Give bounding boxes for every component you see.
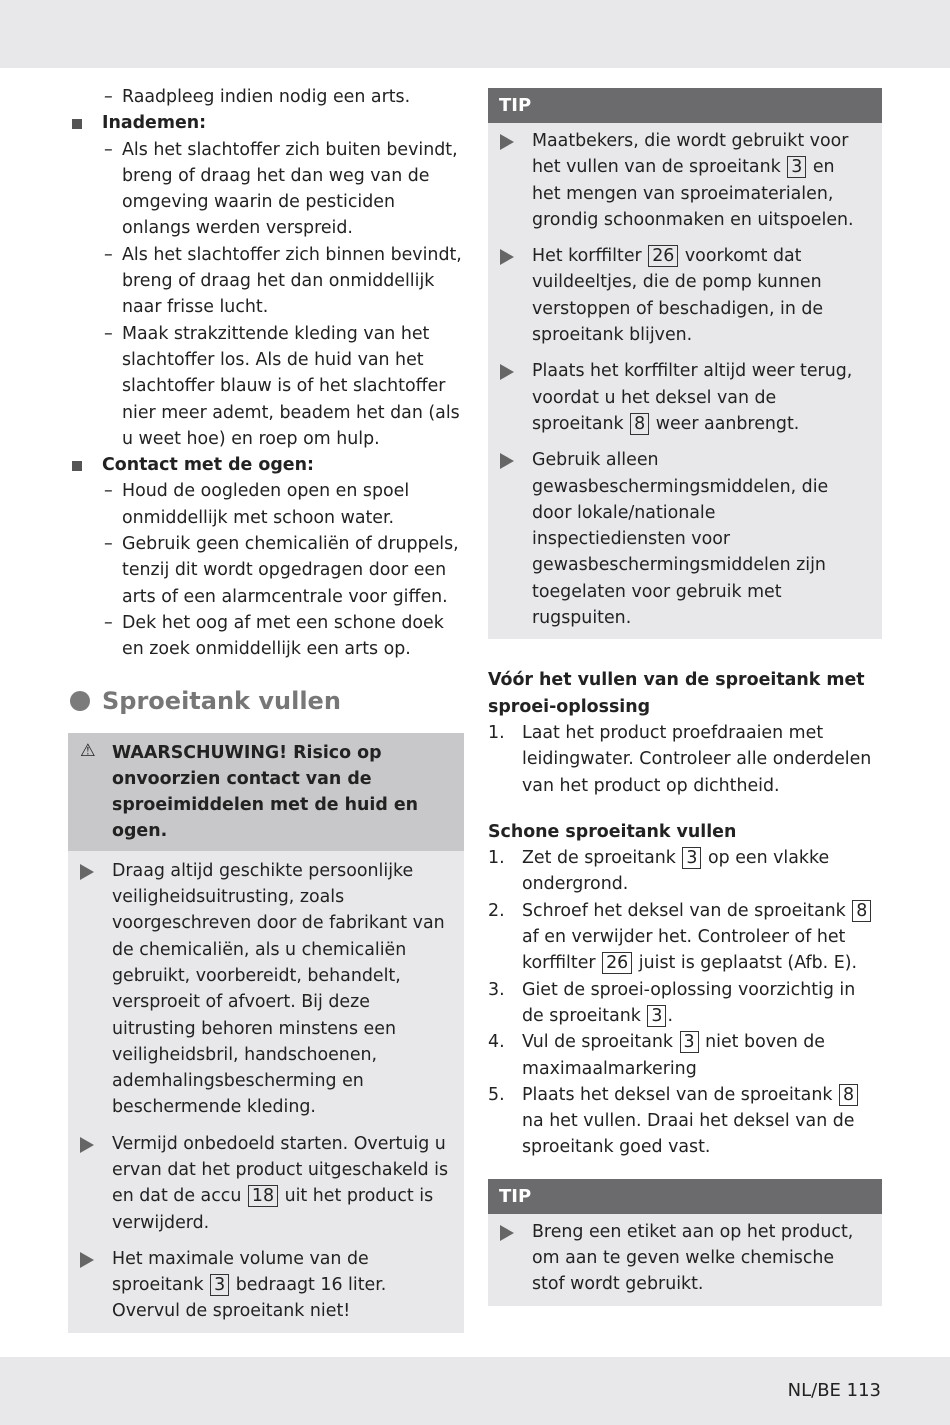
- part-reference: 26: [602, 952, 632, 974]
- square-bullet-icon: [72, 461, 82, 471]
- arrow-bullet-icon: [500, 249, 514, 265]
- list-item: – Maak strakzittende kleding van het slachtoffer los. Als de huid van het slachtoffer blauw is of het slachtoffer nier meer ademt, beadem het dan (als u weet hoe) en roep om hulp.: [104, 323, 460, 449]
- arrow-bullet-icon: [500, 453, 514, 469]
- tip-box: [488, 1179, 882, 1306]
- list-item: – Dek het oog af met een schone doek en zoek onmiddellijk een arts op.: [104, 612, 444, 660]
- right-column: [488, 88, 882, 1306]
- warning-item: Het maximale volume van de sproeitank 3 bedraagt 16 liter. Overvul de sproeitank niet!: [68, 1246, 454, 1325]
- list-item-text: Raadpleeg indien nodig een arts.: [122, 87, 411, 107]
- warning-item: Draag altijd geschikte persoonlijke veiligheidsuitrusting, zoals voorgeschreven door de fabrikant van de chemicaliën, als u chemicaliën gebruikt, voorbereidt, behandelt, versproeit of afvoert. Bij deze uitrusting behoren minstens een veiligheidsbril, handschoenen, ademhalingsbescherming en beschermende kleding.: [68, 858, 454, 1121]
- part-reference: 3: [787, 156, 806, 178]
- arrow-bullet-icon: [500, 134, 514, 150]
- arrow-bullet-icon: [80, 864, 94, 880]
- part-reference: 26: [648, 245, 678, 267]
- step-item: 4. Vul de sproeitank 3 niet boven de maximaalmarkering: [488, 1032, 825, 1079]
- list-item: – Als het slachtoffer zich buiten bevindt, breng of draag het dan weg van de omgeving waarin de pesticiden onlangs werden verspreid.: [104, 139, 458, 239]
- part-reference: 3: [680, 1031, 699, 1053]
- square-bullet-icon: [72, 119, 82, 129]
- subsection-heading-inhalation: Inademen:: [68, 110, 464, 136]
- step-item: 1. Zet de sproeitank 3 op een vlakke ondergrond.: [488, 848, 830, 895]
- part-reference: 8: [852, 900, 871, 922]
- arrow-bullet-icon: [80, 1137, 94, 1153]
- list-item: – Als het slachtoffer zich binnen bevindt, breng of draag het dan onmiddellijk naar frisse lucht.: [104, 244, 462, 318]
- warning-title: WAARSCHUWING! Risico op onvoorzien contact van de sproeimiddelen met de huid en ogen.: [112, 742, 419, 842]
- circle-bullet-icon: [70, 691, 90, 711]
- tip-item: Gebruik alleen gewasbeschermingsmiddelen, die door lokale/nationale inspectiediensten voor gewasbeschermingsmiddelen zijn toegelaten voor gebruik met rugspuiten.: [488, 447, 868, 631]
- part-reference: 3: [210, 1274, 229, 1296]
- step-item: 2. Schroef het deksel van de sproeitank 8 af en verwijder het. Controleer of het korffilter 26 juist is geplaatst (Afb. E).: [488, 898, 882, 977]
- part-reference: 8: [630, 413, 649, 435]
- tip-header: TIP: [488, 1179, 882, 1214]
- page-number: NL/BE 113: [787, 1380, 881, 1401]
- arrow-bullet-icon: [500, 1225, 514, 1241]
- section-title: Sproeitank vullen: [68, 685, 464, 717]
- tip-box: [488, 88, 882, 639]
- step-item: 3. Giet de sproei-oplossing voorzichtig in de sproeitank 3 .: [488, 979, 856, 1026]
- part-reference: 18: [248, 1185, 278, 1207]
- list-item: – Gebruik geen chemicaliën of druppels, tenzij dit wordt opgedragen door een arts of een alarmcentrale voor giffen.: [104, 534, 459, 607]
- list-item: – Raadpleeg indien nodig een arts.: [104, 87, 411, 107]
- tip-item: Maatbekers, die wordt gebruikt voor het vullen van de sproeitank 3 en het mengen van sproeimaterialen, grondig schoonmaken en uitspoelen.: [488, 128, 868, 233]
- step-item: 5. Plaats het deksel van de sproeitank 8 na het vullen. Draai het deksel van de sproeitank goed vast.: [488, 1082, 882, 1161]
- warning-header: [68, 733, 464, 851]
- arrow-bullet-icon: [80, 1252, 94, 1268]
- warning-box: [68, 733, 464, 1333]
- header-band: [0, 0, 950, 68]
- tip-item: Het korffilter 26 voorkomt dat vuildeeltjes, die de pomp kunnen verstoppen of beschadigen, in de sproeitank blijven.: [488, 243, 868, 348]
- tip-item: Breng een etiket aan op het product, om aan te geven welke chemische stof wordt gebruikt.: [488, 1219, 868, 1298]
- part-reference: 8: [839, 1084, 858, 1106]
- step-item: 1. Laat het product proefdraaien met leidingwater. Controleer alle onderdelen van het product op dichtheid.: [488, 722, 872, 796]
- before-fill-heading: Vóór het vullen van de sproeitank met sproei-oplossing: [488, 670, 865, 717]
- tip-item: Plaats het korffilter altijd weer terug, voordat u het deksel van de sproeitank 8 weer aanbrengt.: [488, 358, 868, 437]
- left-column: [68, 84, 464, 1333]
- arrow-bullet-icon: [500, 364, 514, 380]
- part-reference: 3: [682, 847, 701, 869]
- warning-item: Vermijd onbedoeld starten. Overtuig u ervan dat het product uitgeschakeld is en dat de accu 18 uit het product is verwijderd.: [68, 1131, 454, 1236]
- part-reference: 3: [647, 1005, 666, 1027]
- clean-fill-heading: Schone sproeitank vullen: [488, 821, 737, 842]
- subsection-heading-eye-contact: Contact met de ogen:: [68, 452, 464, 478]
- list-item: – Houd de oogleden open en spoel onmiddellijk met schoon water.: [104, 481, 410, 528]
- tip-header: TIP: [488, 88, 882, 123]
- warning-triangle-icon: ⚠: [80, 740, 96, 761]
